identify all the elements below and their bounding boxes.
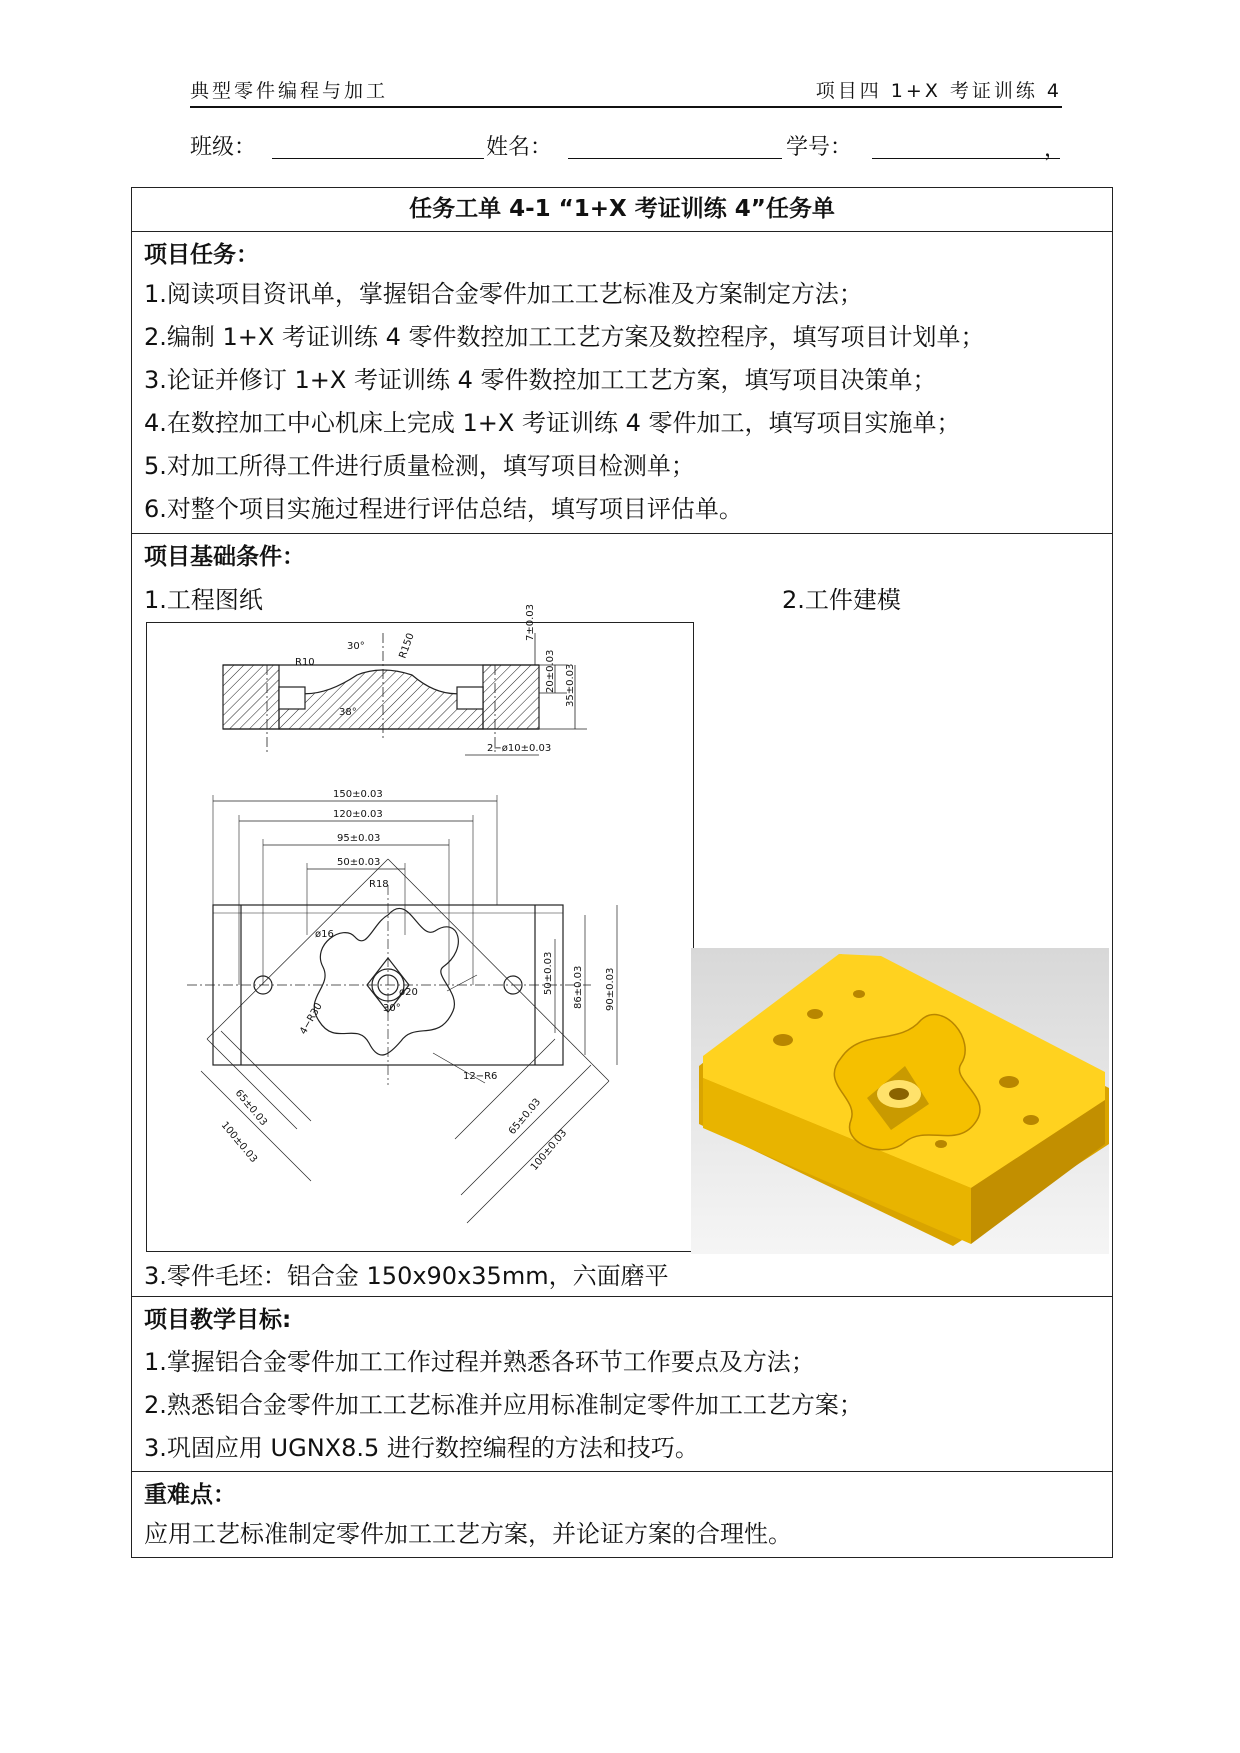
dim-label: 2−ø10±0.03: [487, 743, 552, 754]
dim-label: ø16: [315, 929, 334, 940]
dim-label: 65±0.03: [506, 1096, 544, 1137]
dim-label: 20±0.03: [545, 649, 556, 693]
dim-label: 7±0.03: [525, 603, 536, 641]
name-label: 姓名：: [486, 135, 553, 160]
basis-heading: 项目基础条件：: [144, 544, 305, 570]
dim-label: 86±0.03: [573, 965, 584, 1009]
row-divider: [132, 1471, 1112, 1472]
dim-label: 95±0.03: [337, 833, 381, 844]
page-header: [190, 76, 1062, 108]
header-book-title: 典型零件编程与加工: [190, 80, 389, 102]
task-item: 3.论证并修订 1+X 考证训练 4 零件数控加工工艺方案，填写项目决策单；: [144, 366, 937, 394]
goals-heading: 项目教学目标:: [144, 1307, 292, 1333]
dim-label: R18: [369, 879, 389, 890]
dim-label: 30°: [383, 1003, 401, 1014]
task-item: 4.在数控加工中心机床上完成 1+X 考证训练 4 零件加工，填写项目实施单；: [144, 409, 961, 437]
goal-item: 3.巩固应用 UGNX8.5 进行数控编程的方法和技巧。: [144, 1434, 699, 1462]
goal-item: 1.掌握铝合金零件加工工作过程并熟悉各环节工作要点及方法；: [144, 1348, 815, 1376]
difficulty-text: 应用工艺标准制定零件加工工艺方案，并论证方案的合理性。: [144, 1520, 792, 1548]
engineering-drawing: [146, 603, 694, 1252]
dim-label: R150: [397, 631, 417, 661]
row-divider: [132, 231, 1112, 232]
task-item: 6.对整个项目实施过程进行评估总结，填写项目评估单。: [144, 495, 743, 523]
tasks-heading: 项目任务：: [144, 242, 259, 268]
blank-material-label: 3.零件毛坯：铝合金 150x90x35mm，六面磨平: [144, 1262, 669, 1290]
dim-label: ø20: [399, 987, 418, 998]
dim-label: 120±0.03: [333, 809, 383, 820]
dim-label: 90±0.03: [605, 967, 616, 1011]
dim-label: 50±0.03: [543, 951, 554, 995]
dim-label: R10: [295, 657, 315, 668]
difficulty-heading: 重难点：: [144, 1482, 236, 1508]
task-sheet-title: 任务工单 4-1 “1+X 考证训练 4”任务单: [409, 196, 835, 222]
trailing-comma: ，: [1044, 137, 1067, 162]
class-field[interactable]: [272, 158, 484, 159]
dim-label: 100±0.03: [218, 1119, 260, 1166]
dim-label: 12−R6: [463, 1071, 498, 1082]
model-label: 2.工件建模: [782, 586, 901, 614]
drawing-label: 1.工程图纸: [144, 586, 263, 614]
dim-label: 4−R30: [298, 1001, 325, 1037]
dim-label: 30°: [347, 641, 365, 652]
dim-label: 35±0.03: [565, 663, 576, 707]
name-field[interactable]: [568, 158, 782, 159]
dim-label: 100±0.03: [528, 1127, 570, 1173]
dim-label: 50±0.03: [337, 857, 381, 868]
student-info-line: [190, 130, 1070, 162]
dim-label: 150±0.03: [333, 789, 383, 800]
task-item: 1.阅读项目资讯单，掌握铝合金零件加工工艺标准及方案制定方法；: [144, 280, 863, 308]
task-item: 5.对加工所得工件进行质量检测，填写项目检测单；: [144, 452, 695, 480]
dim-label: 38°: [339, 707, 357, 718]
task-item: 2.编制 1+X 考证训练 4 零件数控加工工艺方案及数控程序，填写项目计划单；: [144, 323, 985, 351]
student-id-field[interactable]: [872, 158, 1060, 159]
student-id-label: 学号：: [786, 135, 853, 160]
row-divider: [132, 533, 1112, 534]
class-label: 班级：: [190, 135, 257, 160]
workpiece-3d-model: [691, 948, 1109, 1254]
row-divider: [132, 1296, 1112, 1297]
header-project-title: 项目四 1+X 考证训练 4: [815, 80, 1062, 102]
task-sheet-table: [131, 187, 1113, 1558]
dim-label: 65±0.03: [232, 1087, 270, 1129]
goal-item: 2.熟悉铝合金零件加工工艺标准并应用标准制定零件加工工艺方案；: [144, 1391, 863, 1419]
